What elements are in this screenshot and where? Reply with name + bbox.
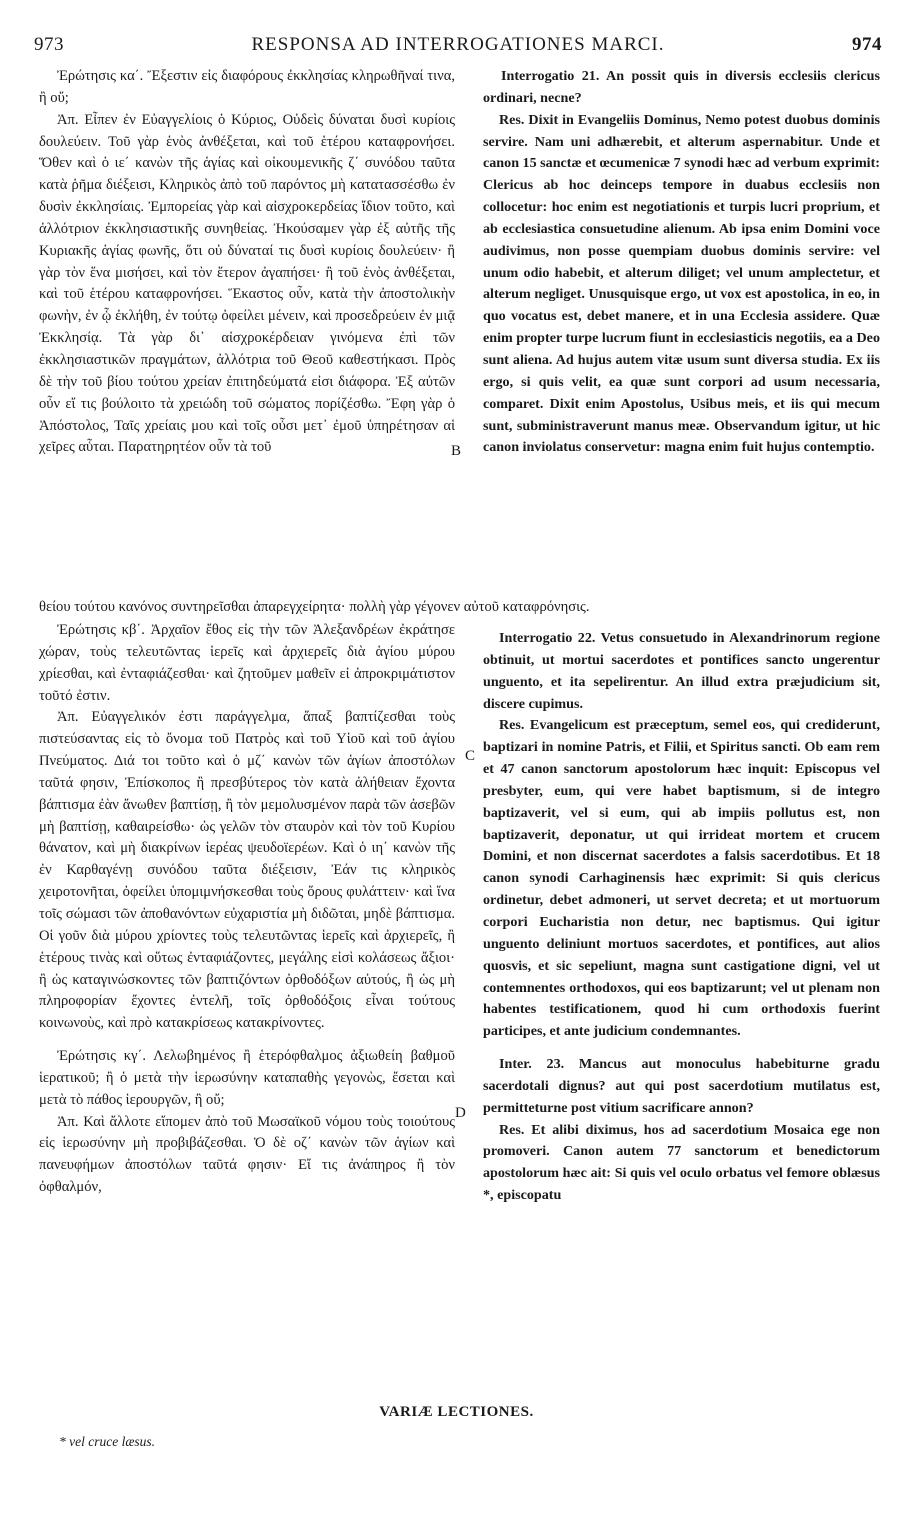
greek-column <box>39 66 455 459</box>
latin-question-21: Interrogatio 21. An possit quis in diversis ecclesiis clericus ordinari, necne? <box>483 68 880 106</box>
latin-answer-23: Res. Et alibi diximus, hos ad sacerdotium Mosaica ege non promoveri. Canon autem 77 sanctorum et benedictorum apostolorum hæc ait: Si quis vel oculo orbatus vel femore oblæsus *, episcopatu <box>483 1121 880 1204</box>
page-header <box>34 34 882 56</box>
latin-column <box>483 66 880 459</box>
greek-question-23: Ἐρώτησις κγ΄. Λελωβημένος ἢ ἑτερόφθαλμος ἀξιωθείη βαθμοῦ ἱερατικοῦ; ἢ ὁ μετὰ τὴν ἱερωσύνην καταπαθὴς γεγονὼς, ἔσεται καὶ μετὰ τὸ πάθος ἱερουργῶν, ἢ οὔ; <box>39 1048 455 1108</box>
greek-question-22: Ἐρώτησις κβ΄. Ἀρχαῖον ἔθος εἰς τὴν τῶν Ἀλεξανδρέων ἐκράτησε χώραν, τοὺς τελευτῶντας ἱερεῖς καὶ ἀρχιερεῖς διὰ ἁγίου μύρου χρίεσθαι, καὶ ἐνταφιάζεσθαι· καὶ ζητοῦμεν μαθεῖν εἰ ἀπροκριμάτιστον τοῦτό ἐστιν. <box>39 622 455 704</box>
latin-question-22: Interrogatio 22. Vetus consuetudo in Alexandrinorum regione obtinuit, ut mortui sacerdotes et pontifices sancto ungerentur unguento, et ita sepelirentur. An illud extra præjudicium sit, discere cupimus. <box>483 630 880 712</box>
variae-lectiones-heading: VARIÆ LECTIONES. <box>379 1404 534 1420</box>
latin-question-23: Inter. 23. Mancus aut monoculus habebiturne gradu sacerdotali dignus? aut qui post sacerdotium mutilatus est, permitteturne post vitium sacrificare annon? <box>483 1056 880 1116</box>
latin-answer-22: Res. Evangelicum est præceptum, semel eos, qui crediderunt, baptizari in nomine Patris, et Filii, et Spiritus sancti. Ob eam rem et 47 canon sanctorum apostolorum hæc inquit: Episcopus vel presbyter, eum, qui vere habet baptismum, si de integro baptizaverit, vel si eum, qui ab impiis pollutus est, non baptizaverit, deponatur, ut qui irrideat mortem et crucem Domini, et non discernat sacerdotes a falsis sacerdotibus. Et 18 canon synodi Carhaginensis hæc exprimit: Si quis clericus ordinetur, debet admoneri, ut servet decreta; et ut mortuorum corpori Eucharistia non detur, nec baptismus. Qui igitur unguento deliniunt mortuos sacerdotes, et pontifices, aut alios quosvis, et sic sepeliunt, magna sunt castigatione digni, vel ut contemnentes orthodoxos, qui eos baptizarunt; vel ut plenam non habentes testificationem, quod hi cum orthodoxis fuerint participes, et ante judicium condemnantes. <box>483 717 880 1040</box>
greek-answer-23: Ἀπ. Καὶ ἄλλοτε εἴπομεν ἀπὸ τοῦ Μωσαϊκοῦ νόμου τοὺς τοιούτους εἰς ἱερωσύνην μὴ προβιβάζεσθαι. Ὁ δὲ οζ΄ κανὼν τῶν ἁγίων καὶ πανευφήμων ἀποστόλων ταῦτά φησιν· Εἴ τις ἀνάπηρος ἢ τὸν ὀφθαλμόν, <box>39 1113 455 1196</box>
latin-column-lower <box>483 628 880 1207</box>
latin-answer-21: Res. Dixit in Evangeliis Dominus, Nemo potest duobus dominis servire. Nam uni adhærebit, et alterum aspernabitur. Unde et canon 15 sanctæ et œcumenicæ 7 synodi hæc ad verbum exprimit: Clericus ab hoc deinceps tempore in duabus ecclesiis non collocetur: hoc enim est negotiationis et turpis lucri proprium, et ab ecclesiastica consuetudine alienum. Ab ipsa enim Domini voce audivimus, non posse quempiam duobus dominis servire: vel unum odio habebit, et alterum diliget; vel unum amplectetur, et alterum negliget. Unusquisque ergo, ut vox est apostolica, in eo, in quo vocatus est, debet manere, et in una Ecclesia assidere. Quæ enim propter turpe lucrum fiunt in ecclesiasticis negotiis, ea a Deo sunt aliena. Ad hujus autem vitæ usum sunt diversa studia. Ex iis ergo, si quis velit, ea quæ sunt corpori ad usum necessaria, comparet. Dixit enim Apostolus, Usibus meis, et iis qui mecum sunt, subministraverunt manus meæ. Observandum igitur, ut hic canon inviolatus conservetur: magna enim fuit hujus contemptio. <box>483 111 880 456</box>
page-number-right: 974 <box>852 34 882 55</box>
greek-answer-22: Ἀπ. Εὐαγγελικόν ἐστι παράγγελμα, ἅπαξ βαπτίζεσθαι τοὺς πιστεύσαντας εἰς τὸ ὄνομα τοῦ Πατρὸς καὶ τοῦ Υἱοῦ καὶ τοῦ ἁγίου Πνεύματος. Διά τοι τοῦτο καὶ ὁ μζ΄ κανὼν τῶν ἁγίων ἀποστόλων ταῦτά φησιν, Ἐπίσκοπος ἢ πρεσβύτερος τὸν κατὰ ἀλήθειαν ἔχοντα βάπτισμα ἐὰν ἄνωθεν βαπτίσῃ, ἢ τὸν μεμολυσμένον παρὰ τῶν ἀσεβῶν μὴ βαπτίσῃ, καθαιρείσθω· ὡς γελῶν τὸν σταυρὸν καὶ τὸν τοῦ Κυρίου θάνατον, καὶ μὴ διακρίνων ἱερέας ψευδοϊερέων. Καὶ ὁ ιη΄ κανὼν τῆς ἐν Καρθαγένῃ συνόδου ταῦτα διέξεισιν, Ἐάν τις κληρικὸς χειροτονῆται, ὀφείλει ὑπομιμνήσκεσθαι τοὺς ὅρους φυλάττειν· καὶ ἵνα τοῖς σώμασι τῶν ἀποθανόντων εὐχαριστία μὴ διδῶται, μηδὲ βάπτισμα. Οἱ γοῦν διὰ μύρου χρίοντες τοὺς τελευτῶντας ἱερεῖς καὶ ἀρχιερεῖς, ἢ ἑτέρους τινὰς καὶ οὕτως ἐνταφιάζοντες, μεγάλης εἰσὶ κολάσεως ἄξιοι· ἢ ὡς καταγινώσκοντες τῶν βαπτιζόντων ὀρθοδόξων αὐτούς, ἢ ὡς μὴ πληροφορίαν ἔχοντες ἐντελῆ, τοῖς ὀρθοδόξοις εἶναι τούτους κοινωνοὺς, καὶ πρὸ κατακρίσεως κατακρίνοντες. <box>39 709 455 1032</box>
footnote: * vel cruce læsus. <box>59 1434 155 1449</box>
spanning-line: θείου τούτου κανόνος συντηρεῖσθαι ἀπαρεγχείρητα· πολλὴ γὰρ γέγονεν αὐτοῦ καταφρόνησις. <box>39 599 590 615</box>
greek-column-lower <box>39 620 455 1199</box>
margin-marker-d: D <box>455 1105 466 1121</box>
greek-question-21: Ἐρώτησις κα΄. Ἔξεστιν εἰς διαφόρους ἐκκλησίας κληρωθῆναί τινα, ἢ οὔ; <box>39 68 455 106</box>
page-number-left: 973 <box>34 34 64 55</box>
running-title: RESPONSA AD INTERROGATIONES MARCI. <box>251 34 665 55</box>
margin-marker-b: B <box>451 443 462 459</box>
margin-marker-c: C <box>465 748 476 764</box>
greek-answer-21: Ἀπ. Εἶπεν ἐν Εὐαγγελίοις ὁ Κύριος, Οὐδεὶς δύναται δυσὶ κυρίοις δουλεύειν. Τοῦ γὰρ ἑνὸς ἀνθέξεται, καὶ τοῦ ἑτέρου καταφρονήσει. Ὅθεν καὶ ὁ ιε΄ κανὼν τῆς ἁγίας καὶ οἰκουμενικῆς ζ΄ συνόδου ταῦτα κατὰ ῥῆμα διέξεισι, Κληρικὸς ἀπὸ τοῦ παρόντος μὴ κατατασσέσθω ἐν δυσὶν ἐκκλησίαις. Ἐμπορείας γὰρ καὶ αἰσχροκερδείας ἴδιον τοῦτο, καὶ ἀλλότριον ἐκκλησιαστικῆς συνηθείας. Ἠκούσαμεν γὰρ ἐξ αὐτῆς τῆς Κυριακῆς ἁγίας φωνῆς, ὅτι οὐ δύναταί τις δυσὶ κυρίοις δουλεύειν· ἢ γὰρ τὸν ἕνα μισήσει, καὶ τὸν ἕτερον ἀγαπήσει· ἢ τοῦ ἑνὸς ἀνθέξεται, καὶ τοῦ ἑτέρου καταφρονήσει. Ἕκαστος οὖν, κατὰ τὴν ἀποστολικὴν φωνὴν, ἐν ᾧ ἐκλήθη, ἐν τούτῳ ὀφείλει μένειν, καὶ προσεδρεύειν ἐν μιᾷ Ἐκκλησίᾳ. Τὰ γὰρ δι᾽ αἰσχροκέρδειαν γινόμενα ἐπὶ τῶν ἐκκλησιαστικῶν πραγμάτων, ἀλλότρια τοῦ Θεοῦ καθεστήκασι. Πρὸς δὲ τὴν τοῦ βίου τούτου χρείαν ἐπιτηδεύματά εἰσι διάφορα. Ἐξ αὐτῶν οὖν εἴ τις βούλοιτο τὰ χρειώδη τοῦ σώματος πορίζέσθω. Ἔφη γὰρ ὁ Ἀπόστολος, Ταῖς χρείαις μου καὶ τοῖς οὖσι μετ᾽ ἐμοῦ ὑπηρέτησαν αἱ χεῖρες αὗται. Παρατηρητέον οὖν τὰ τοῦ <box>39 111 455 456</box>
